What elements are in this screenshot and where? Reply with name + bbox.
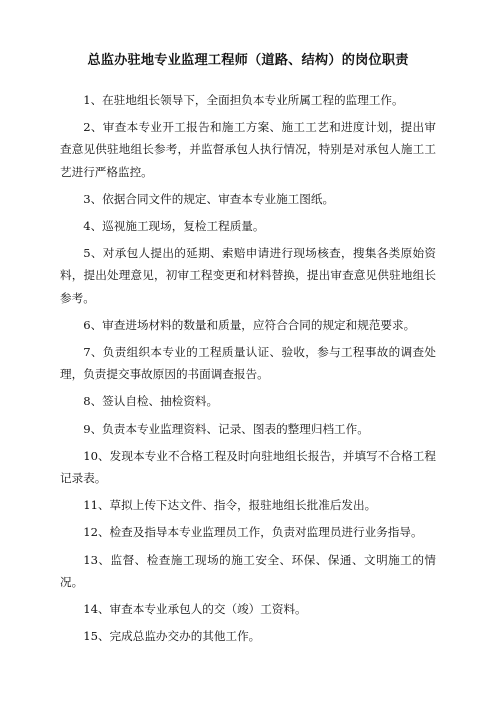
duty-item-1: 1、在驻地组长领导下，全面担负本专业所属工程的监理工作。 bbox=[83, 93, 404, 107]
duty-item-14: 14、审查本专业承包人的交（竣）工资料。 bbox=[83, 602, 307, 617]
duty-item-6: 6、审查进场材料的数量和质量，应符合合同的规定和规范要求。 bbox=[83, 317, 416, 332]
duty-item-2: 2、审查本专业开工报告和施工方案、施工工艺和进度计划，提出审查意见供驻地组长参考，并监督承包人执行情况，特别是对承包人施工工艺进行严格监控。 bbox=[60, 120, 436, 179]
duty-item-12: 12、检查及指导本专业监理员工作，负责对监理员进行业务指导。 bbox=[83, 525, 423, 540]
duty-item-11: 11、草拟上传下达文件、指令，报驻地组长批准后发出。 bbox=[83, 498, 377, 513]
duty-item-15: 15、完成总监办交办的其他工作。 bbox=[83, 629, 261, 644]
duty-item-3: 3、依据合同文件的规定、审查本专业施工图纸。 bbox=[83, 191, 335, 206]
duty-item-13: 13、监督、检查施工现场的施工安全、环保、保通、文明施工的情况。 bbox=[60, 552, 436, 589]
duty-list bbox=[60, 89, 436, 647]
duty-item-4: 4、巡视施工现场，复检工程质量。 bbox=[83, 219, 265, 234]
duty-item-8: 8、签认自检、抽检资料。 bbox=[83, 394, 219, 409]
document-title: 总监办驻地专业监理工程师（道路、结构）的岗位职责 bbox=[87, 53, 409, 68]
duty-item-7: 7、负责组织本专业的工程质量认证、验收，参与工程事故的调查处理，负责提交事故原因的书面调查报告。 bbox=[60, 345, 436, 382]
duty-item-10: 10、发现本专业不合格工程及时向驻地组长报告，并填写不合格工程记录表。 bbox=[60, 448, 436, 486]
duty-item-9: 9、负责本专业监理资料、记录、图表的整理归档工作。 bbox=[83, 421, 369, 436]
duty-item-5: 5、对承包人提出的延期、索赔申请进行现场核查，搜集各类原始资料，提出处理意见，初审工程变更和材料替换，提出审查意见供驻地组长参考。 bbox=[60, 246, 436, 305]
